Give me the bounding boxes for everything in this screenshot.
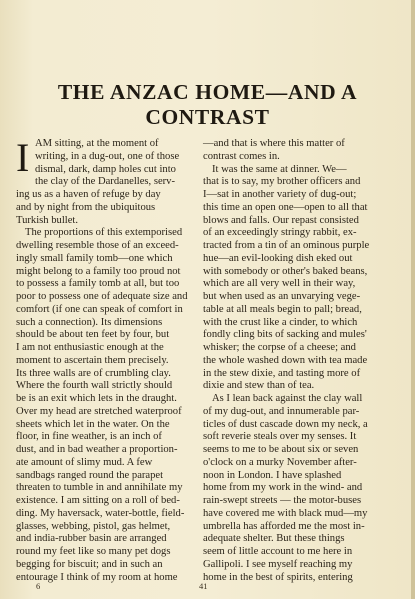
text-line: sandbags ranged round the parapet — [16, 469, 164, 481]
text-line: round my feet like so many pet dogs — [16, 546, 171, 557]
text-line: existence. I am sitting on a roll of bed- — [16, 495, 180, 506]
text-line: be is an exit which lets in the draught. — [16, 393, 177, 404]
text-line: table at all meals begin to pall; bread, — [203, 303, 362, 315]
text-line: tracted from a tin of an ominous purple — [203, 240, 370, 251]
text-line: entourage I think of my room at home — [16, 571, 178, 583]
text-line: whisker; the corpse of a cheese; and — [203, 342, 356, 353]
text-line: but when used as an unvarying vege- — [203, 291, 361, 302]
page-edge — [411, 0, 415, 599]
text-line: ingly small family tomb—one which — [16, 252, 173, 264]
text-line: seems to me to be about six or seven — [203, 444, 359, 455]
text-line: comfort (if one can speak of comfort in — [16, 303, 183, 315]
text-line: poor to possess one of adequate size and — [16, 291, 188, 302]
text-line: floor, in fine weather, is an inch of — [16, 431, 162, 443]
text-line: ing us as a haven of refuge by day — [16, 189, 161, 200]
text-line: of an exceedingly stringy rabbit, ex- — [203, 227, 357, 239]
page-number: 41 — [199, 581, 208, 591]
text-line: ding. My haversack, water-bottle, field- — [16, 507, 185, 519]
text-line: this time an open one—open to all that — [203, 201, 368, 213]
text-line: hue—an evil-looking dish eked out — [203, 252, 353, 264]
text-line: dust, and in bad weather a proportion- — [16, 444, 178, 455]
text-line: home from my work in the wind- and — [203, 482, 363, 494]
text-line: and by night from the ubiquitous — [16, 201, 156, 213]
text-line: that is to say, my brother officers and — [203, 176, 361, 188]
text-line: have covered me with black mud—my — [203, 507, 368, 519]
text-line: AM sitting, at the moment of — [35, 138, 159, 149]
text-line: ate amount of slimy mud. A few — [16, 456, 153, 468]
text-line: with the crust like a cinder, to which — [203, 316, 358, 328]
left-column — [16, 135, 198, 584]
text-line: dixie and stew than of tea. — [203, 380, 315, 392]
text-line: dismal, dark, damp holes cut into — [35, 163, 176, 175]
text-line: soft reverie steals over my senses. It — [203, 431, 357, 443]
text-line: o'clock on a murky November after- — [203, 456, 357, 468]
text-line: I am not enthusiastic enough at the — [16, 342, 164, 353]
text-line: glasses, webbing, pistol, gas helmet, — [16, 520, 171, 532]
text-line: such a connection). Its dimensions — [16, 316, 163, 328]
text-line: to possess a family tomb at all, but too — [16, 278, 180, 290]
text-line: threaten to tumble in and annihilate my — [16, 482, 183, 494]
text-line: seem of little account to me here in — [203, 546, 353, 557]
text-line: of my dug-out, and innumerable par- — [203, 405, 360, 417]
text-line: Where the fourth wall strictly should — [16, 380, 173, 392]
text-line: should be about ten feet by four, but — [16, 329, 170, 341]
right-column — [203, 138, 397, 584]
text-line: might belong to a family too proud not — [16, 265, 181, 277]
text-line: Turkish bullet. — [16, 214, 79, 226]
text-line: As I lean back against the clay wall — [212, 393, 363, 404]
text-line: home in the best of spirits, entering — [203, 571, 353, 583]
text-line: The proportions of this extemporised — [25, 227, 183, 239]
text-line: blows and falls. Our repast consisted — [203, 214, 359, 226]
text-line: —and that is where this matter of — [203, 138, 345, 149]
text-line: It was the same at dinner. We— — [212, 163, 347, 175]
text-line: in the stew dixie, and tasting more of — [203, 367, 361, 379]
text-line: writing, in a dug-out, one of those — [35, 150, 180, 162]
text-line: Over my head are stretched waterproof — [16, 405, 182, 417]
text-line: fondly cling bits of sacking and mules' — [203, 329, 367, 341]
text-line: the clay of the Dardanelles, serv- — [35, 176, 176, 188]
text-line: Its three walls are of crumbling clay. — [16, 367, 171, 379]
text-line: contrast comes in. — [203, 150, 280, 162]
drop-cap: I — [16, 135, 30, 180]
text-line: with somebody or other's baked beans, — [203, 265, 368, 277]
text-line: umbrella has afforded me the most in- — [203, 520, 365, 532]
text-line: which are all very well in their way, — [203, 278, 356, 290]
text-line: the whole washed down with tea made — [203, 354, 368, 366]
text-line: Gallipoli. I see myself reaching my — [203, 558, 353, 570]
text-line: I—sat in another variety of dug-out; — [203, 189, 357, 200]
text-line: begging for biscuit; and in such an — [16, 558, 163, 570]
text-line: moment to ascertain them precisely. — [16, 354, 169, 366]
text-line: ticles of dust cascade down my neck, a — [203, 418, 368, 430]
text-line: and india-rubber basin are arranged — [16, 533, 167, 545]
text-line: rain-swept streets — the motor-buses — [203, 495, 362, 506]
signature-mark: 6 — [36, 581, 41, 591]
text-line: dwelling resemble those of an exceed- — [16, 240, 179, 251]
page-title: THE ANZAC HOME—AND A CONTRAST — [57, 80, 358, 129]
text-line: noon in London. I have splashed — [203, 469, 342, 481]
text-line: sheets which let in the water. On the — [16, 418, 170, 430]
text-line: adequate shelter. But these things — [203, 533, 345, 545]
